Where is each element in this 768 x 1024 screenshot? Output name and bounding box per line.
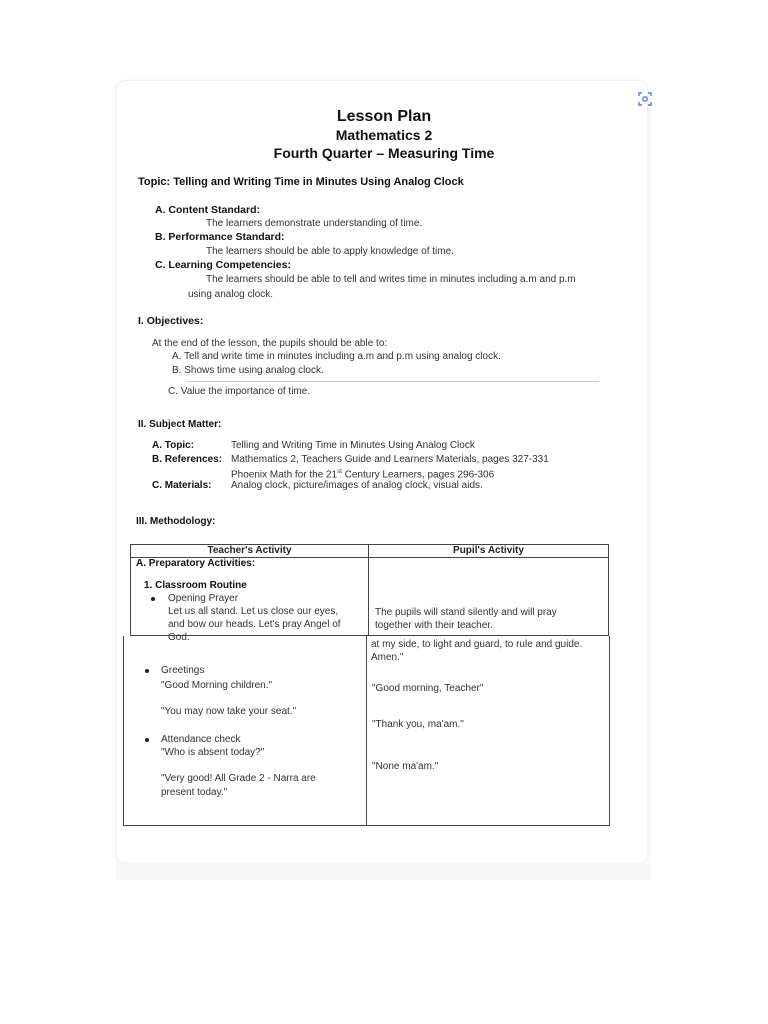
objectives-heading: I. Objectives:	[138, 315, 204, 327]
absent-pupil: "None ma'am."	[372, 761, 439, 772]
page-bottom-strip	[116, 862, 651, 880]
present-teacher-1: "Very good! All Grade 2 - Narra are	[161, 773, 316, 784]
pupil-activity-header: Pupil's Activity	[369, 545, 609, 558]
performance-standard-text: The learners should be able to apply knowledge of time.	[206, 246, 454, 257]
seat-teacher: "You may now take your seat."	[161, 706, 297, 717]
column-divider	[366, 636, 367, 825]
topic-line: Topic: Telling and Writing Time in Minutes Using Analog Clock	[138, 176, 464, 188]
objective-c: C. Value the importance of time.	[168, 386, 311, 397]
page-break-line	[187, 381, 599, 382]
content-standard-label: A. Content Standard:	[155, 204, 260, 216]
materials-value: Analog clock, picture/images of analog clock, visual aids.	[231, 480, 483, 491]
prayer-teacher-2: and bow our heads. Let's pray Angel of	[168, 619, 341, 630]
quarter-title: Fourth Quarter – Measuring Time	[273, 145, 495, 161]
learning-competencies-label: C. Learning Competencies:	[155, 259, 291, 271]
objective-b: B. Shows time using analog clock.	[172, 365, 324, 376]
topic-value: Telling and Writing Time in Minutes Using Analog Clock	[231, 440, 475, 451]
topic-label: A. Topic:	[152, 440, 195, 451]
opening-prayer-label: Opening Prayer	[168, 593, 239, 604]
attendance-label: Attendance check	[161, 734, 241, 745]
greeting-pupil: "Good morning, Teacher"	[372, 683, 484, 694]
prayer-pupil-4: Amen."	[371, 652, 404, 663]
references-value-2a: Phoenix Math for the 21	[231, 469, 338, 481]
materials-label: C. Materials:	[152, 480, 212, 491]
greeting-teacher: "Good Morning children."	[161, 680, 273, 691]
methodology-heading: III. Methodology:	[136, 516, 216, 527]
performance-standard-label: B. Performance Standard:	[155, 231, 285, 243]
references-label: B. References:	[152, 454, 223, 465]
lesson-plan-title: Lesson Plan	[336, 108, 432, 125]
learning-competencies-text-2: using analog clock.	[188, 289, 274, 300]
subject-title: Mathematics 2	[335, 127, 433, 143]
references-value-2b: Century Learners, pages 296-306	[341, 469, 495, 481]
scan-text-icon[interactable]	[637, 91, 653, 107]
teacher-activity-header: Teacher's Activity	[131, 545, 369, 558]
content-standard-text: The learners demonstrate understanding of time.	[206, 218, 423, 229]
objectives-intro: At the end of the lesson, the pupils should be able to:	[152, 338, 388, 349]
prayer-pupil-2: together with their teacher.	[375, 620, 493, 631]
preparatory-activities: A. Preparatory Activities:	[136, 558, 256, 569]
greetings-label: Greetings	[161, 665, 205, 676]
references-value-1: Mathematics 2, Teachers Guide and Learners Materials, pages 327-331	[231, 454, 549, 465]
absent-teacher: "Who is absent today?"	[161, 747, 265, 758]
learning-competencies-text-1: The learners should be able to tell and writes time in minutes including a.m and p.m	[206, 274, 576, 285]
present-teacher-2: present today."	[161, 787, 228, 798]
bullet-icon	[145, 669, 149, 673]
prayer-teacher-1: Let us all stand. Let us close our eyes,	[168, 606, 339, 617]
references-superscript: st	[337, 469, 342, 475]
classroom-routine: 1. Classroom Routine	[144, 580, 247, 591]
seat-pupil: "Thank you, ma'am."	[372, 719, 464, 730]
bullet-icon	[145, 738, 149, 742]
subject-matter-heading: II. Subject Matter:	[138, 419, 222, 430]
prayer-pupil-1: The pupils will stand silently and will pray	[375, 607, 557, 618]
bullet-icon	[151, 597, 155, 601]
objective-a: A. Tell and write time in minutes including a.m and p.m using analog clock.	[172, 351, 501, 362]
prayer-pupil-3: at my side, to light and guard, to rule and guide.	[371, 639, 583, 650]
